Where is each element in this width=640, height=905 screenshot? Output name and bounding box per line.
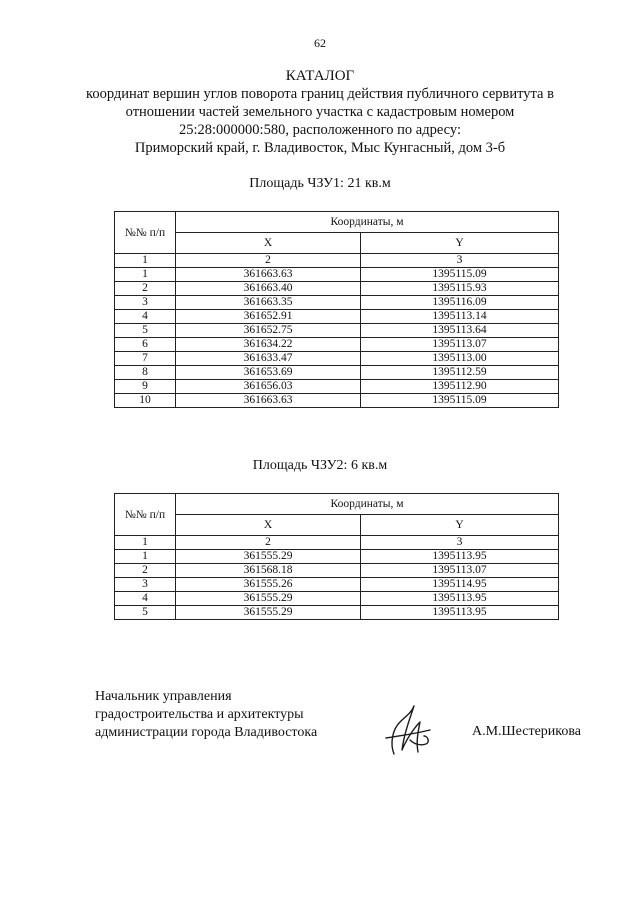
- page-number: 62: [314, 36, 326, 50]
- x-coordinate-cell: 361663.35: [176, 296, 361, 310]
- point-number-cell: 1: [115, 268, 176, 282]
- y-coordinate-cell: 1395113.07: [361, 564, 559, 578]
- x-coordinate-cell: 361568.18: [176, 564, 361, 578]
- x-coordinate-cell: 361555.26: [176, 578, 361, 592]
- table-row: [115, 380, 559, 394]
- point-number-cell: 3: [115, 296, 176, 310]
- table-row: [115, 352, 559, 366]
- x-coordinate-cell: 361663.40: [176, 282, 361, 296]
- table-row: [115, 592, 559, 606]
- coordinates-table: [114, 493, 559, 620]
- signer-name: А.М.Шестерикова: [472, 724, 582, 739]
- x-coordinate-cell: 361555.29: [176, 606, 361, 620]
- y-coordinate-cell: 1395113.95: [361, 592, 559, 606]
- x-coordinate-cell: 361663.63: [176, 394, 361, 408]
- document-title: КАТАЛОГ: [285, 68, 355, 84]
- table-header-row: [115, 515, 559, 536]
- area-title: Площадь ЧЗУ1: 21 кв.м: [249, 176, 391, 191]
- y-coordinate-cell: 1395113.95: [361, 606, 559, 620]
- y-coordinate-cell: 1395113.14: [361, 310, 559, 324]
- table-row: [115, 366, 559, 380]
- col-header-y: Y: [361, 515, 559, 536]
- x-coordinate-cell: 361555.29: [176, 592, 361, 606]
- table-row: [115, 268, 559, 282]
- document-heading: [30, 67, 610, 157]
- coordinates-table: [114, 211, 559, 408]
- signer-position-line: администрации города Владивостока: [95, 725, 318, 740]
- point-number-cell: 10: [115, 394, 176, 408]
- x-coordinate-cell: 361656.03: [176, 380, 361, 394]
- signer-position-line: Начальник управления: [95, 689, 232, 704]
- x-coordinate-cell: 361663.63: [176, 268, 361, 282]
- point-number-cell: 2: [115, 564, 176, 578]
- point-number-cell: 1: [115, 550, 176, 564]
- point-number-cell: 8: [115, 366, 176, 380]
- point-number-cell: 7: [115, 352, 176, 366]
- y-coordinate-cell: 1395113.95: [361, 550, 559, 564]
- index-cell: 1: [115, 254, 176, 268]
- table-header-row: [115, 212, 559, 233]
- heading-line: Приморский край, г. Владивосток, Мыс Кунгасный, дом 3-б: [134, 140, 506, 156]
- point-number-cell: 5: [115, 606, 176, 620]
- table-header-row: [115, 233, 559, 254]
- y-coordinate-cell: 1395113.07: [361, 338, 559, 352]
- table-row: [115, 394, 559, 408]
- col-header-number: №№ п/п: [115, 212, 176, 254]
- y-coordinate-cell: 1395115.93: [361, 282, 559, 296]
- index-cell: 3: [361, 254, 559, 268]
- point-number-cell: 4: [115, 592, 176, 606]
- index-cell: 2: [176, 254, 361, 268]
- y-coordinate-cell: 1395114.95: [361, 578, 559, 592]
- col-header-coordinates: Координаты, м: [176, 494, 559, 515]
- point-number-cell: 4: [115, 310, 176, 324]
- col-header-coordinates: Координаты, м: [176, 212, 559, 233]
- area-title: Площадь ЧЗУ2: 6 кв.м: [252, 458, 388, 473]
- col-header-number: №№ п/п: [115, 494, 176, 536]
- table-row: [115, 564, 559, 578]
- point-number-cell: 3: [115, 578, 176, 592]
- y-coordinate-cell: 1395113.64: [361, 324, 559, 338]
- x-coordinate-cell: 361634.22: [176, 338, 361, 352]
- table-row: [115, 338, 559, 352]
- index-cell: 2: [176, 536, 361, 550]
- table-row: [115, 296, 559, 310]
- y-coordinate-cell: 1395115.09: [361, 268, 559, 282]
- col-header-x: X: [176, 233, 361, 254]
- handwritten-signature: [380, 700, 440, 760]
- table-row: [115, 550, 559, 564]
- signature-block: [95, 688, 317, 742]
- x-coordinate-cell: 361555.29: [176, 550, 361, 564]
- table-row: [115, 578, 559, 592]
- heading-line: 25:28:000000:580, расположенного по адресу:: [179, 122, 461, 138]
- table-header-row: [115, 494, 559, 515]
- signer-position-line: градостроительства и архитектуры: [95, 707, 304, 722]
- table-row: [115, 310, 559, 324]
- point-number-cell: 9: [115, 380, 176, 394]
- index-cell: 1: [115, 536, 176, 550]
- y-coordinate-cell: 1395115.09: [361, 394, 559, 408]
- col-header-y: Y: [361, 233, 559, 254]
- point-number-cell: 2: [115, 282, 176, 296]
- x-coordinate-cell: 361652.91: [176, 310, 361, 324]
- point-number-cell: 5: [115, 324, 176, 338]
- heading-line: отношении частей земельного участка с кадастровым номером: [125, 104, 515, 120]
- table-row: [115, 282, 559, 296]
- heading-line: координат вершин углов поворота границ действия публичного сервитута в: [86, 86, 554, 102]
- x-coordinate-cell: 361652.75: [176, 324, 361, 338]
- index-cell: 3: [361, 536, 559, 550]
- y-coordinate-cell: 1395113.00: [361, 352, 559, 366]
- x-coordinate-cell: 361633.47: [176, 352, 361, 366]
- table-row: [115, 606, 559, 620]
- y-coordinate-cell: 1395112.59: [361, 366, 559, 380]
- x-coordinate-cell: 361653.69: [176, 366, 361, 380]
- y-coordinate-cell: 1395116.09: [361, 296, 559, 310]
- col-header-x: X: [176, 515, 361, 536]
- table-index-row: [115, 536, 559, 550]
- y-coordinate-cell: 1395112.90: [361, 380, 559, 394]
- table-index-row: [115, 254, 559, 268]
- point-number-cell: 6: [115, 338, 176, 352]
- table-row: [115, 324, 559, 338]
